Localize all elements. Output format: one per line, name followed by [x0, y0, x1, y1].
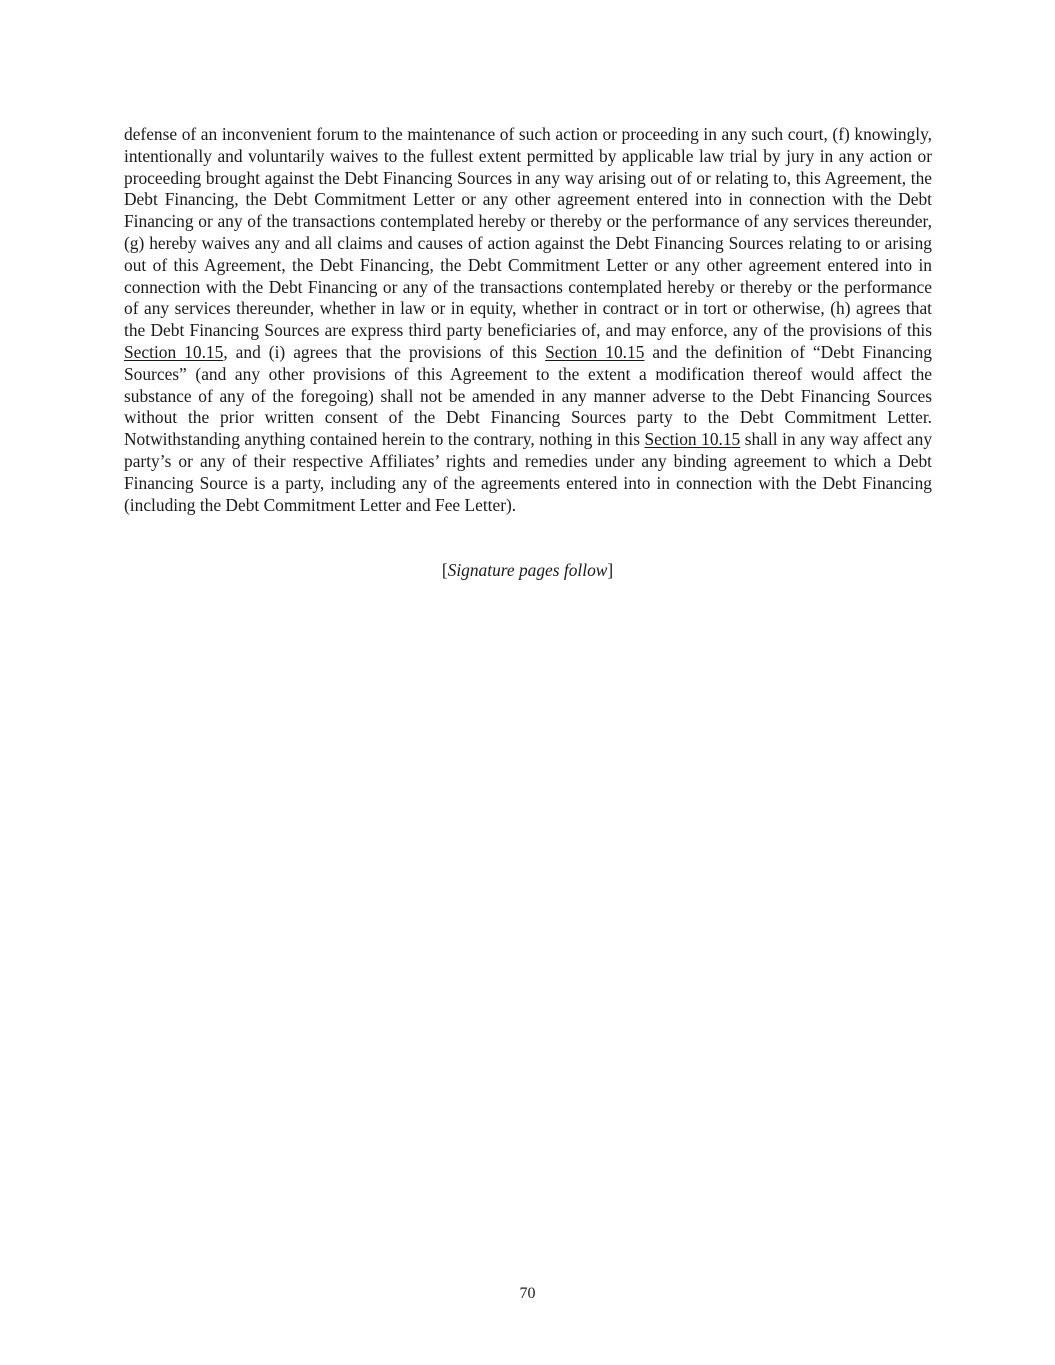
paragraph-text-4: shall in any way affect any party’s or any of their respective Affiliates’ rights and remedies under any binding agreement to which a Debt Financing Source is a party, including any of the agreements entered into in connection with the Debt Financing (including the Debt Commitment Letter and Fee Letter).: [124, 429, 933, 515]
section-reference-link: Section 10.15: [644, 429, 741, 450]
paragraph-text-3: and the definition of “Debt Financing Sources” (and any other provisions of this Agreement to the extent a modification thereof would affect the substance of any of the foregoing) shall not be amended in any manner adverse to the Debt Financing Sources without the prior written consent of the Debt Financing Sources party to the Debt Commitment Letter. Notwithstanding anything contained herein to the contrary, nothing in this: [124, 341, 933, 450]
page-number: 70: [519, 1285, 536, 1302]
section-reference-link: Section 10.15: [545, 341, 645, 362]
body-paragraph: [124, 124, 932, 516]
open-bracket: [: [441, 560, 448, 580]
paragraph-text-1: defense of an inconvenient forum to the maintenance of such action or proceeding in any such court, (f) knowingly, intentionally and voluntarily waives to the fullest extent permitted by applicable law trial by jury in any action or proceeding brought against the Debt Financing Sources in any way arising out of or relating to, this Agreement, the Debt Financing, the Debt Commitment Letter or any other agreement entered into in connection with the Debt Financing or any of the transactions contemplated hereby or thereby or the performance of any services thereunder, (g) hereby waives any and all claims and causes of action against the Debt Financing Sources relating to or arising out of this Agreement, the Debt Financing, the Debt Commitment Letter or any other agreement entered into in connection with the Debt Financing or any of the transactions contemplated hereby or thereby or the performance of any services thereunder, whether in law or in equity, whether in contract or in tort or otherwise, (h) agrees that the Debt Financing Sources are express third party beneficiaries of, and may enforce, any of the provisions of this: [124, 124, 932, 341]
close-bracket: ]: [607, 560, 614, 580]
signature-note-text: Signature pages follow: [447, 560, 608, 580]
paragraph-text-2: , and (i) agrees that the provisions of this: [223, 341, 546, 362]
signature-pages-note: [0, 559, 1055, 581]
section-reference-link: Section 10.15: [124, 341, 224, 362]
